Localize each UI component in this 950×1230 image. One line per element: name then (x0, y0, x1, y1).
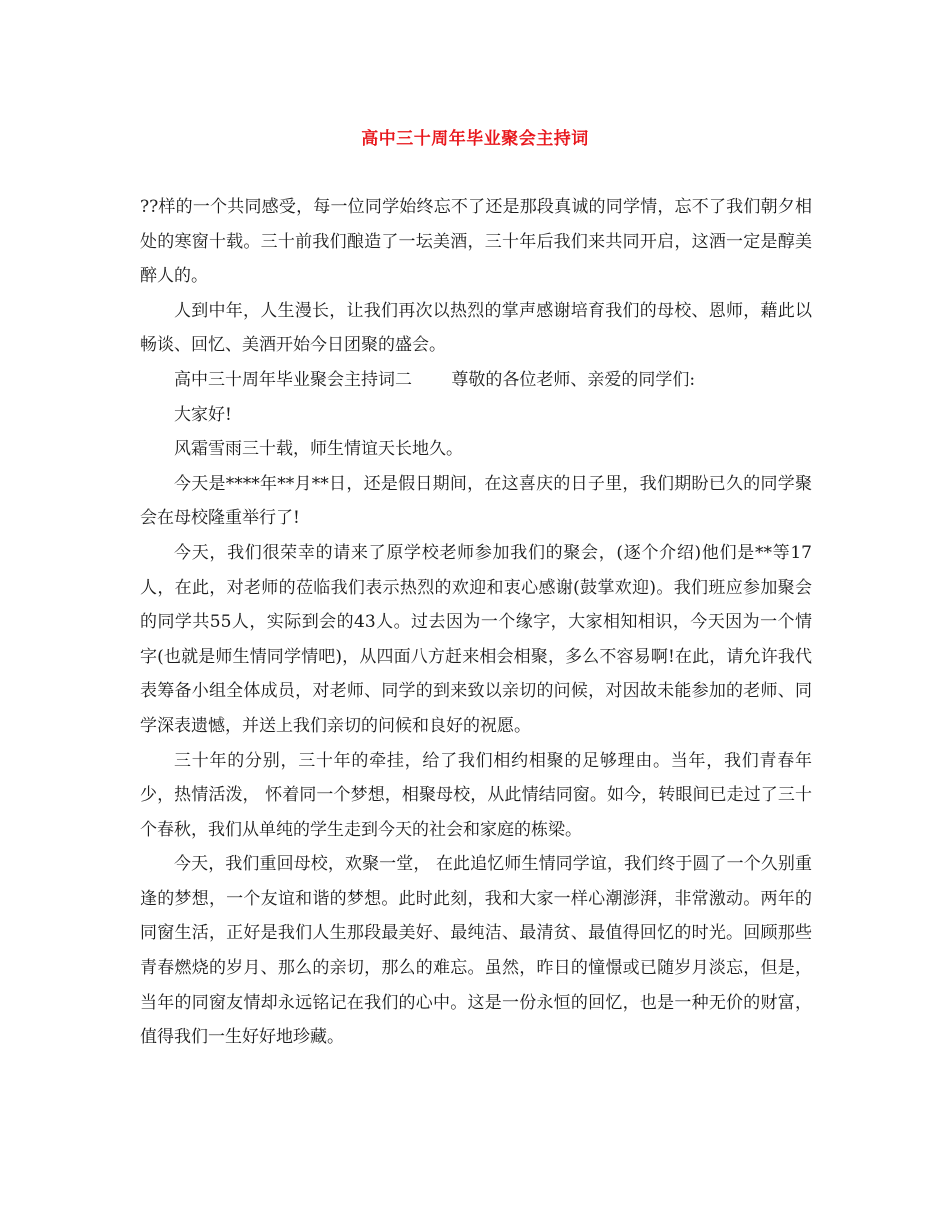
paragraph: 高中三十周年毕业聚会主持词二 尊敬的各位老师、亲爱的同学们: (174, 369, 696, 390)
paragraph: 今天，我们很荣幸的请来了原学校老师参加我们的聚会，(逐个介绍)他们是**等17人，在此，对老师的莅临我们表示热烈的欢迎和衷心感谢(鼓掌欢迎)。我们班应参加聚会的同学共55人，实际到会的43人。过去因为一个缘字，大家相知相识，今天因为一个情字(也就是师生情同学情吧)，从四面八方赶来相会相聚，多么不容易啊!在此，请允许我代表筹备小组全体成员，对老师、同学的到来致以亲切的问候，对因故未能参加的老师、同学深表遗憾，并送上我们亲切的问候和良好的祝愿。 (140, 542, 812, 736)
paragraph: 今天是****年**月**日，还是假日期间，在这喜庆的日子里，我们期盼已久的同学聚会在母校隆重举行了! (140, 473, 812, 529)
document-title: 高中三十周年毕业聚会主持词 (361, 129, 589, 149)
paragraph: 三十年的分别，三十年的牵挂，给了我们相约相聚的足够理由。当年，我们青春年少，热情活泼， 怀着同一个梦想，相聚母校，从此情结同窗。如今，转眼间已走过了三十个春秋，我们从单纯的学生走到今天的社会和家庭的栋梁。 (140, 750, 812, 840)
paragraph: 今天，我们重回母校，欢聚一堂， 在此追忆师生情同学谊，我们终于圆了一个久别重逢的梦想，一个友谊和谐的梦想。此时此刻，我和大家一样心潮澎湃，非常激动。两年的同窗生活，正好是我们人生那段最美好、最纯洁、最清贫、最值得回忆的时光。回顾那些青春燃烧的岁月、那么的亲切，那么的难忘。虽然，昨日的憧憬或已随岁月淡忘，但是，当年的同窗友情却永远铭记在我们的心中。这是一份永恒的回忆，也是一种无价的财富，值得我们一生好好地珍藏。 (140, 854, 812, 1048)
paragraph: 风霜雪雨三十载，师生情谊天长地久。 (174, 439, 463, 460)
paragraph: 大家好! (174, 404, 232, 425)
document-body (140, 190, 812, 1055)
paragraph: ??样的一个共同感受，每一位同学始终忘不了还是那段真诚的同学情，忘不了我们朝夕相处的寒窗十载。三十前我们酿造了一坛美酒，三十年后我们来共同开启，这酒一定是醇美醉人的。 (140, 197, 812, 287)
paragraph: 人到中年，人生漫长，让我们再次以热烈的掌声感谢培育我们的母校、恩师，藉此以畅谈、回忆、美酒开始今日团聚的盛会。 (140, 300, 812, 356)
